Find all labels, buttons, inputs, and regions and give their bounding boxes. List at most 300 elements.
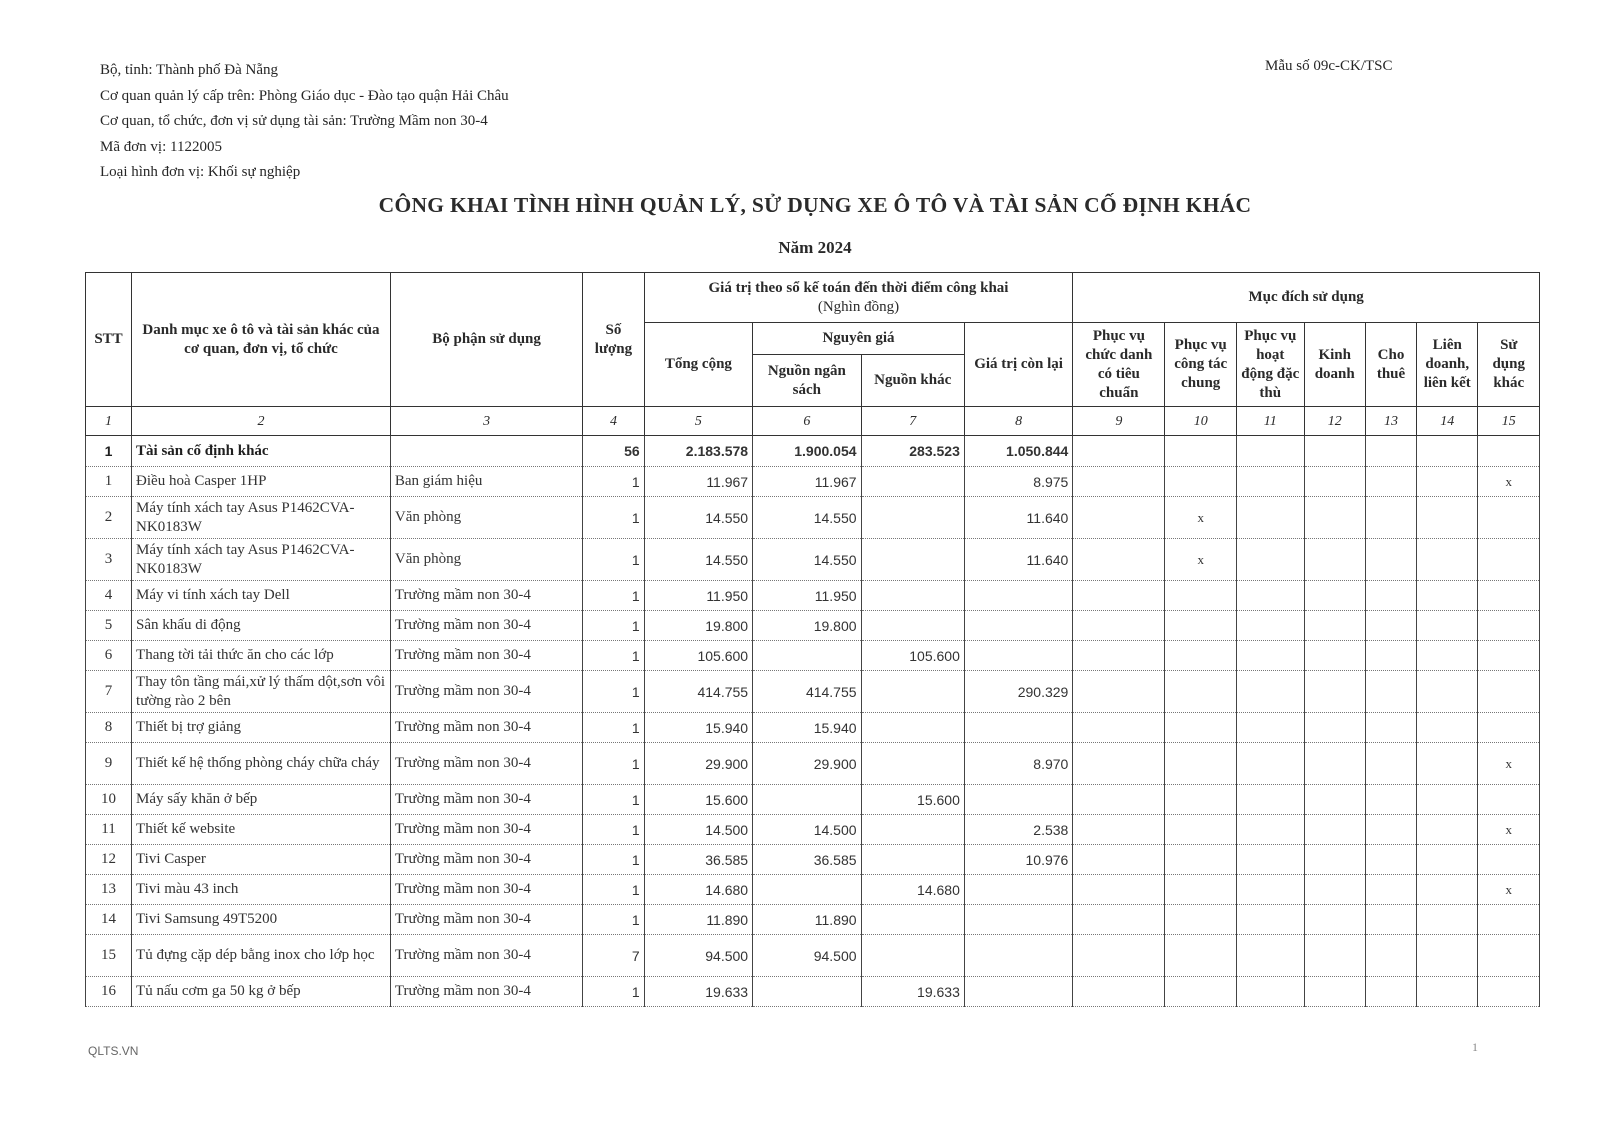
purpose-mark-15 bbox=[1478, 935, 1540, 977]
total-p14 bbox=[1417, 436, 1478, 467]
item-budget: 14.500 bbox=[753, 815, 861, 845]
item-qty: 1 bbox=[583, 671, 644, 713]
total-p15 bbox=[1478, 436, 1540, 467]
item-total: 414.755 bbox=[644, 671, 752, 713]
purpose-mark-14 bbox=[1417, 611, 1478, 641]
col-purpose-joint-venture: Liên doanh, liên kết bbox=[1417, 323, 1478, 407]
item-dept: Văn phòng bbox=[390, 497, 582, 539]
item-remaining bbox=[964, 935, 1072, 977]
purpose-mark-9 bbox=[1073, 935, 1165, 977]
item-stt: 9 bbox=[86, 743, 132, 785]
item-name: Sân khấu di động bbox=[132, 611, 391, 641]
purpose-mark-9 bbox=[1073, 539, 1165, 581]
purpose-mark-10 bbox=[1165, 935, 1237, 977]
purpose-mark-14 bbox=[1417, 713, 1478, 743]
item-total: 105.600 bbox=[644, 641, 752, 671]
purpose-mark-15 bbox=[1478, 581, 1540, 611]
col-qty: Số lượng bbox=[583, 273, 644, 407]
total-label: Tài sản cố định khác bbox=[132, 436, 391, 467]
item-stt: 6 bbox=[86, 641, 132, 671]
purpose-mark-9 bbox=[1073, 641, 1165, 671]
item-name: Tivi Samsung 49T5200 bbox=[132, 905, 391, 935]
item-other-source bbox=[861, 497, 964, 539]
purpose-mark-11 bbox=[1237, 875, 1305, 905]
purpose-mark-14 bbox=[1417, 539, 1478, 581]
item-name: Máy tính xách tay Asus P1462CVA-NK0183W bbox=[132, 539, 391, 581]
purpose-mark-9 bbox=[1073, 671, 1165, 713]
item-dept: Trường mầm non 30-4 bbox=[390, 581, 582, 611]
column-index-cell: 6 bbox=[753, 407, 861, 436]
purpose-mark-13 bbox=[1365, 641, 1416, 671]
purpose-mark-9 bbox=[1073, 977, 1165, 1007]
item-remaining bbox=[964, 875, 1072, 905]
purpose-mark-11 bbox=[1237, 815, 1305, 845]
col-stt: STT bbox=[86, 273, 132, 407]
total-value: 2.183.578 bbox=[644, 436, 752, 467]
purpose-mark-15 bbox=[1478, 713, 1540, 743]
purpose-mark-12 bbox=[1304, 611, 1365, 641]
table-row bbox=[86, 581, 1540, 611]
purpose-mark-11 bbox=[1237, 611, 1305, 641]
table-row bbox=[86, 467, 1540, 497]
item-other-source bbox=[861, 905, 964, 935]
purpose-mark-12 bbox=[1304, 671, 1365, 713]
total-other: 283.523 bbox=[861, 436, 964, 467]
item-qty: 1 bbox=[583, 539, 644, 581]
item-total: 94.500 bbox=[644, 935, 752, 977]
item-qty: 1 bbox=[583, 497, 644, 539]
purpose-mark-15 bbox=[1478, 977, 1540, 1007]
item-qty: 1 bbox=[583, 905, 644, 935]
col-other-source: Nguồn khác bbox=[861, 355, 964, 407]
purpose-mark-11 bbox=[1237, 713, 1305, 743]
purpose-mark-14 bbox=[1417, 497, 1478, 539]
col-purpose-other: Sử dụng khác bbox=[1478, 323, 1540, 407]
purpose-mark-11 bbox=[1237, 671, 1305, 713]
item-other-source bbox=[861, 611, 964, 641]
purpose-mark-11 bbox=[1237, 497, 1305, 539]
item-other-source bbox=[861, 581, 964, 611]
purpose-mark-14 bbox=[1417, 935, 1478, 977]
purpose-mark-14 bbox=[1417, 581, 1478, 611]
purpose-mark-13 bbox=[1365, 935, 1416, 977]
item-dept: Văn phòng bbox=[390, 539, 582, 581]
item-remaining: 11.640 bbox=[964, 497, 1072, 539]
item-total: 29.900 bbox=[644, 743, 752, 785]
column-index-cell: 10 bbox=[1165, 407, 1237, 436]
item-stt: 12 bbox=[86, 845, 132, 875]
purpose-mark-11 bbox=[1237, 845, 1305, 875]
purpose-mark-12 bbox=[1304, 713, 1365, 743]
purpose-mark-15 bbox=[1478, 671, 1540, 713]
item-dept: Trường mầm non 30-4 bbox=[390, 905, 582, 935]
item-total: 11.967 bbox=[644, 467, 752, 497]
item-name: Điều hoà Casper 1HP bbox=[132, 467, 391, 497]
footer-source: QLTS.VN bbox=[88, 1044, 139, 1058]
col-budget-source: Nguồn ngân sách bbox=[753, 355, 861, 407]
item-remaining: 11.640 bbox=[964, 539, 1072, 581]
purpose-mark-10 bbox=[1165, 467, 1237, 497]
item-stt: 13 bbox=[86, 875, 132, 905]
purpose-mark-13 bbox=[1365, 977, 1416, 1007]
item-qty: 7 bbox=[583, 935, 644, 977]
purpose-mark-14 bbox=[1417, 743, 1478, 785]
purpose-mark-11 bbox=[1237, 977, 1305, 1007]
purpose-mark-11 bbox=[1237, 905, 1305, 935]
purpose-mark-13 bbox=[1365, 467, 1416, 497]
item-stt: 4 bbox=[86, 581, 132, 611]
item-name: Tủ nấu cơm ga 50 kg ở bếp bbox=[132, 977, 391, 1007]
purpose-mark-9 bbox=[1073, 713, 1165, 743]
purpose-mark-13 bbox=[1365, 581, 1416, 611]
item-stt: 7 bbox=[86, 671, 132, 713]
column-index-cell: 9 bbox=[1073, 407, 1165, 436]
purpose-mark-12 bbox=[1304, 743, 1365, 785]
item-budget: 14.550 bbox=[753, 497, 861, 539]
table-row bbox=[86, 977, 1540, 1007]
item-dept: Ban giám hiệu bbox=[390, 467, 582, 497]
item-budget: 414.755 bbox=[753, 671, 861, 713]
item-budget: 15.940 bbox=[753, 713, 861, 743]
asset-table bbox=[85, 272, 1540, 1007]
item-dept: Trường mầm non 30-4 bbox=[390, 815, 582, 845]
table-row bbox=[86, 497, 1540, 539]
purpose-mark-13 bbox=[1365, 497, 1416, 539]
total-remaining: 1.050.844 bbox=[964, 436, 1072, 467]
item-qty: 1 bbox=[583, 845, 644, 875]
item-other-source bbox=[861, 713, 964, 743]
unit-code-line: Mã đơn vị: 1122005 bbox=[100, 138, 222, 155]
item-dept: Trường mầm non 30-4 bbox=[390, 845, 582, 875]
item-budget: 36.585 bbox=[753, 845, 861, 875]
total-p12 bbox=[1304, 436, 1365, 467]
purpose-mark-14 bbox=[1417, 785, 1478, 815]
item-remaining bbox=[964, 641, 1072, 671]
value-group-title: Giá trị theo sổ kế toán đến thời điểm công khai bbox=[708, 279, 1009, 296]
item-stt: 16 bbox=[86, 977, 132, 1007]
purpose-mark-14 bbox=[1417, 905, 1478, 935]
column-index-cell: 4 bbox=[583, 407, 644, 436]
total-p11 bbox=[1237, 436, 1305, 467]
purpose-mark-9 bbox=[1073, 611, 1165, 641]
column-index-cell: 8 bbox=[964, 407, 1072, 436]
item-remaining: 10.976 bbox=[964, 845, 1072, 875]
purpose-mark-9 bbox=[1073, 467, 1165, 497]
purpose-mark-10 bbox=[1165, 671, 1237, 713]
item-dept: Trường mầm non 30-4 bbox=[390, 743, 582, 785]
item-name: Máy sấy khăn ở bếp bbox=[132, 785, 391, 815]
purpose-mark-9 bbox=[1073, 875, 1165, 905]
purpose-mark-12 bbox=[1304, 905, 1365, 935]
item-qty: 1 bbox=[583, 977, 644, 1007]
item-dept: Trường mầm non 30-4 bbox=[390, 935, 582, 977]
purpose-mark-12 bbox=[1304, 815, 1365, 845]
total-stt: 1 bbox=[86, 436, 132, 467]
item-dept: Trường mầm non 30-4 bbox=[390, 875, 582, 905]
item-remaining bbox=[964, 785, 1072, 815]
item-qty: 1 bbox=[583, 713, 644, 743]
purpose-mark-10 bbox=[1165, 977, 1237, 1007]
item-stt: 5 bbox=[86, 611, 132, 641]
table-row bbox=[86, 713, 1540, 743]
item-total: 14.680 bbox=[644, 875, 752, 905]
item-dept: Trường mầm non 30-4 bbox=[390, 671, 582, 713]
purpose-mark-10 bbox=[1165, 611, 1237, 641]
item-budget: 11.950 bbox=[753, 581, 861, 611]
item-total: 11.890 bbox=[644, 905, 752, 935]
total-p13 bbox=[1365, 436, 1416, 467]
item-stt: 8 bbox=[86, 713, 132, 743]
table-row bbox=[86, 845, 1540, 875]
purpose-mark-14 bbox=[1417, 845, 1478, 875]
column-index-cell: 14 bbox=[1417, 407, 1478, 436]
purpose-mark-9 bbox=[1073, 905, 1165, 935]
purpose-mark-13 bbox=[1365, 713, 1416, 743]
item-remaining: 8.975 bbox=[964, 467, 1072, 497]
item-name: Máy tính xách tay Asus P1462CVA-NK0183W bbox=[132, 497, 391, 539]
col-purpose-business: Kinh doanh bbox=[1304, 323, 1365, 407]
col-purpose-group: Mục đích sử dụng bbox=[1073, 273, 1540, 323]
total-budget: 1.900.054 bbox=[753, 436, 861, 467]
purpose-mark-14 bbox=[1417, 815, 1478, 845]
item-budget: 19.800 bbox=[753, 611, 861, 641]
item-remaining: 8.970 bbox=[964, 743, 1072, 785]
item-other-source bbox=[861, 467, 964, 497]
purpose-mark-9 bbox=[1073, 845, 1165, 875]
item-total: 19.633 bbox=[644, 977, 752, 1007]
item-dept: Trường mầm non 30-4 bbox=[390, 977, 582, 1007]
item-budget: 94.500 bbox=[753, 935, 861, 977]
purpose-mark-11 bbox=[1237, 539, 1305, 581]
purpose-mark-10 bbox=[1165, 785, 1237, 815]
purpose-mark-12 bbox=[1304, 935, 1365, 977]
table-row bbox=[86, 935, 1540, 977]
item-qty: 1 bbox=[583, 815, 644, 845]
col-total: Tổng cộng bbox=[644, 323, 752, 407]
table-row bbox=[86, 875, 1540, 905]
footer-page-mark: 1 bbox=[1472, 1040, 1478, 1054]
col-name: Danh mục xe ô tô và tài sản khác của cơ quan, đơn vị, tổ chức bbox=[132, 273, 391, 407]
col-original: Nguyên giá bbox=[753, 323, 965, 355]
col-dept: Bộ phận sử dụng bbox=[390, 273, 582, 407]
item-dept: Trường mầm non 30-4 bbox=[390, 611, 582, 641]
item-stt: 11 bbox=[86, 815, 132, 845]
purpose-mark-15 bbox=[1478, 539, 1540, 581]
purpose-mark-15: x bbox=[1478, 743, 1540, 785]
item-qty: 1 bbox=[583, 581, 644, 611]
purpose-mark-12 bbox=[1304, 539, 1365, 581]
item-other-source bbox=[861, 539, 964, 581]
column-index-cell: 1 bbox=[86, 407, 132, 436]
col-purpose-special: Phục vụ hoạt động đặc thù bbox=[1237, 323, 1305, 407]
col-purpose-general: Phục vụ công tác chung bbox=[1165, 323, 1237, 407]
purpose-mark-9 bbox=[1073, 497, 1165, 539]
item-remaining: 2.538 bbox=[964, 815, 1072, 845]
purpose-mark-9 bbox=[1073, 743, 1165, 785]
col-value-group bbox=[644, 273, 1073, 323]
purpose-mark-13 bbox=[1365, 743, 1416, 785]
purpose-mark-15: x bbox=[1478, 875, 1540, 905]
item-stt: 3 bbox=[86, 539, 132, 581]
purpose-mark-12 bbox=[1304, 785, 1365, 815]
table-row bbox=[86, 641, 1540, 671]
column-index-cell: 2 bbox=[132, 407, 391, 436]
item-total: 11.950 bbox=[644, 581, 752, 611]
item-remaining bbox=[964, 713, 1072, 743]
purpose-mark-14 bbox=[1417, 641, 1478, 671]
purpose-mark-12 bbox=[1304, 641, 1365, 671]
item-total: 36.585 bbox=[644, 845, 752, 875]
purpose-mark-10 bbox=[1165, 713, 1237, 743]
item-qty: 1 bbox=[583, 611, 644, 641]
purpose-mark-13 bbox=[1365, 785, 1416, 815]
item-remaining bbox=[964, 581, 1072, 611]
item-qty: 1 bbox=[583, 641, 644, 671]
purpose-mark-15 bbox=[1478, 785, 1540, 815]
value-unit: (Nghìn đồng) bbox=[817, 298, 900, 315]
item-name: Thang tời tải thức ăn cho các lớp bbox=[132, 641, 391, 671]
item-other-source: 15.600 bbox=[861, 785, 964, 815]
purpose-mark-13 bbox=[1365, 611, 1416, 641]
column-index-cell: 12 bbox=[1304, 407, 1365, 436]
purpose-mark-13 bbox=[1365, 845, 1416, 875]
item-other-source: 105.600 bbox=[861, 641, 964, 671]
item-other-source: 19.633 bbox=[861, 977, 964, 1007]
purpose-mark-14 bbox=[1417, 875, 1478, 905]
item-other-source bbox=[861, 743, 964, 785]
purpose-mark-15 bbox=[1478, 497, 1540, 539]
item-qty: 1 bbox=[583, 875, 644, 905]
item-total: 19.800 bbox=[644, 611, 752, 641]
unit-info bbox=[100, 58, 509, 186]
item-dept: Trường mầm non 30-4 bbox=[390, 641, 582, 671]
asset-user-line: Cơ quan, tổ chức, đơn vị sử dụng tài sản: Trường Mầm non 30-4 bbox=[100, 113, 488, 129]
purpose-mark-14 bbox=[1417, 671, 1478, 713]
purpose-mark-15 bbox=[1478, 845, 1540, 875]
purpose-mark-9 bbox=[1073, 815, 1165, 845]
item-total: 15.600 bbox=[644, 785, 752, 815]
item-name: Tivi màu 43 inch bbox=[132, 875, 391, 905]
table-row bbox=[86, 905, 1540, 935]
purpose-mark-10 bbox=[1165, 905, 1237, 935]
purpose-mark-9 bbox=[1073, 581, 1165, 611]
table-row bbox=[86, 671, 1540, 713]
total-qty: 56 bbox=[583, 436, 644, 467]
item-budget bbox=[753, 785, 861, 815]
purpose-mark-12 bbox=[1304, 497, 1365, 539]
item-total: 14.550 bbox=[644, 497, 752, 539]
purpose-mark-10: x bbox=[1165, 539, 1237, 581]
purpose-mark-11 bbox=[1237, 641, 1305, 671]
column-index-row bbox=[86, 407, 1540, 436]
purpose-mark-10 bbox=[1165, 581, 1237, 611]
table-row bbox=[86, 785, 1540, 815]
column-index-cell: 13 bbox=[1365, 407, 1416, 436]
item-remaining bbox=[964, 905, 1072, 935]
purpose-mark-11 bbox=[1237, 743, 1305, 785]
purpose-mark-15 bbox=[1478, 611, 1540, 641]
item-dept: Trường mầm non 30-4 bbox=[390, 785, 582, 815]
item-other-source: 14.680 bbox=[861, 875, 964, 905]
item-name: Thiết kế website bbox=[132, 815, 391, 845]
form-code: Mẫu số 09c-CK/TSC bbox=[1265, 58, 1393, 74]
table-body bbox=[86, 436, 1540, 1007]
item-qty: 1 bbox=[583, 743, 644, 785]
total-p9 bbox=[1073, 436, 1165, 467]
column-index-cell: 11 bbox=[1237, 407, 1305, 436]
purpose-mark-12 bbox=[1304, 875, 1365, 905]
item-total: 14.500 bbox=[644, 815, 752, 845]
purpose-mark-13 bbox=[1365, 539, 1416, 581]
purpose-mark-10 bbox=[1165, 815, 1237, 845]
table-header bbox=[86, 273, 1540, 436]
ministry-line: Bộ, tỉnh: Thành phố Đà Nẵng bbox=[100, 62, 279, 78]
item-remaining bbox=[964, 611, 1072, 641]
item-name: Thay tôn tầng mái,xử lý thấm dột,sơn vôi tường rào 2 bên bbox=[132, 671, 391, 713]
column-index-cell: 15 bbox=[1478, 407, 1540, 436]
item-total: 14.550 bbox=[644, 539, 752, 581]
purpose-mark-15 bbox=[1478, 905, 1540, 935]
purpose-mark-13 bbox=[1365, 905, 1416, 935]
purpose-mark-13 bbox=[1365, 815, 1416, 845]
item-other-source bbox=[861, 815, 964, 845]
item-name: Tivi Casper bbox=[132, 845, 391, 875]
item-name: Máy vi tính xách tay Dell bbox=[132, 581, 391, 611]
item-name: Thiết bị trợ giảng bbox=[132, 713, 391, 743]
item-name: Thiết kế hệ thống phòng cháy chữa cháy bbox=[132, 743, 391, 785]
item-name: Tủ đựng cặp dép bằng inox cho lớp học bbox=[132, 935, 391, 977]
purpose-mark-12 bbox=[1304, 581, 1365, 611]
purpose-mark-10 bbox=[1165, 743, 1237, 785]
item-budget: 11.967 bbox=[753, 467, 861, 497]
purpose-mark-12 bbox=[1304, 467, 1365, 497]
purpose-mark-14 bbox=[1417, 977, 1478, 1007]
table-row bbox=[86, 815, 1540, 845]
purpose-mark-15: x bbox=[1478, 467, 1540, 497]
purpose-mark-11 bbox=[1237, 467, 1305, 497]
item-budget: 29.900 bbox=[753, 743, 861, 785]
total-row bbox=[86, 436, 1540, 467]
supervising-agency-line: Cơ quan quản lý cấp trên: Phòng Giáo dục - Đào tạo quận Hải Châu bbox=[100, 87, 509, 104]
document-title: CÔNG KHAI TÌNH HÌNH QUẢN LÝ, SỬ DỤNG XE Ô TÔ VÀ TÀI SẢN CỐ ĐỊNH KHÁC bbox=[378, 193, 1252, 217]
purpose-mark-9 bbox=[1073, 785, 1165, 815]
item-qty: 1 bbox=[583, 467, 644, 497]
item-budget bbox=[753, 977, 861, 1007]
item-stt: 15 bbox=[86, 935, 132, 977]
item-other-source bbox=[861, 845, 964, 875]
unit-type-line: Loại hình đơn vị: Khối sự nghiệp bbox=[100, 164, 301, 180]
purpose-mark-15: x bbox=[1478, 815, 1540, 845]
col-purpose-title-holder: Phục vụ chức danh có tiêu chuẩn bbox=[1073, 323, 1165, 407]
table-row bbox=[86, 611, 1540, 641]
purpose-mark-10 bbox=[1165, 845, 1237, 875]
item-stt: 10 bbox=[86, 785, 132, 815]
column-index-cell: 3 bbox=[390, 407, 582, 436]
purpose-mark-10 bbox=[1165, 875, 1237, 905]
purpose-mark-12 bbox=[1304, 977, 1365, 1007]
total-dept bbox=[390, 436, 582, 467]
table-row bbox=[86, 743, 1540, 785]
purpose-mark-13 bbox=[1365, 671, 1416, 713]
item-budget bbox=[753, 641, 861, 671]
purpose-mark-10: x bbox=[1165, 497, 1237, 539]
purpose-mark-11 bbox=[1237, 935, 1305, 977]
item-remaining: 290.329 bbox=[964, 671, 1072, 713]
item-remaining bbox=[964, 977, 1072, 1007]
column-index-cell: 7 bbox=[861, 407, 964, 436]
item-budget bbox=[753, 875, 861, 905]
col-purpose-rental: Cho thuê bbox=[1365, 323, 1416, 407]
